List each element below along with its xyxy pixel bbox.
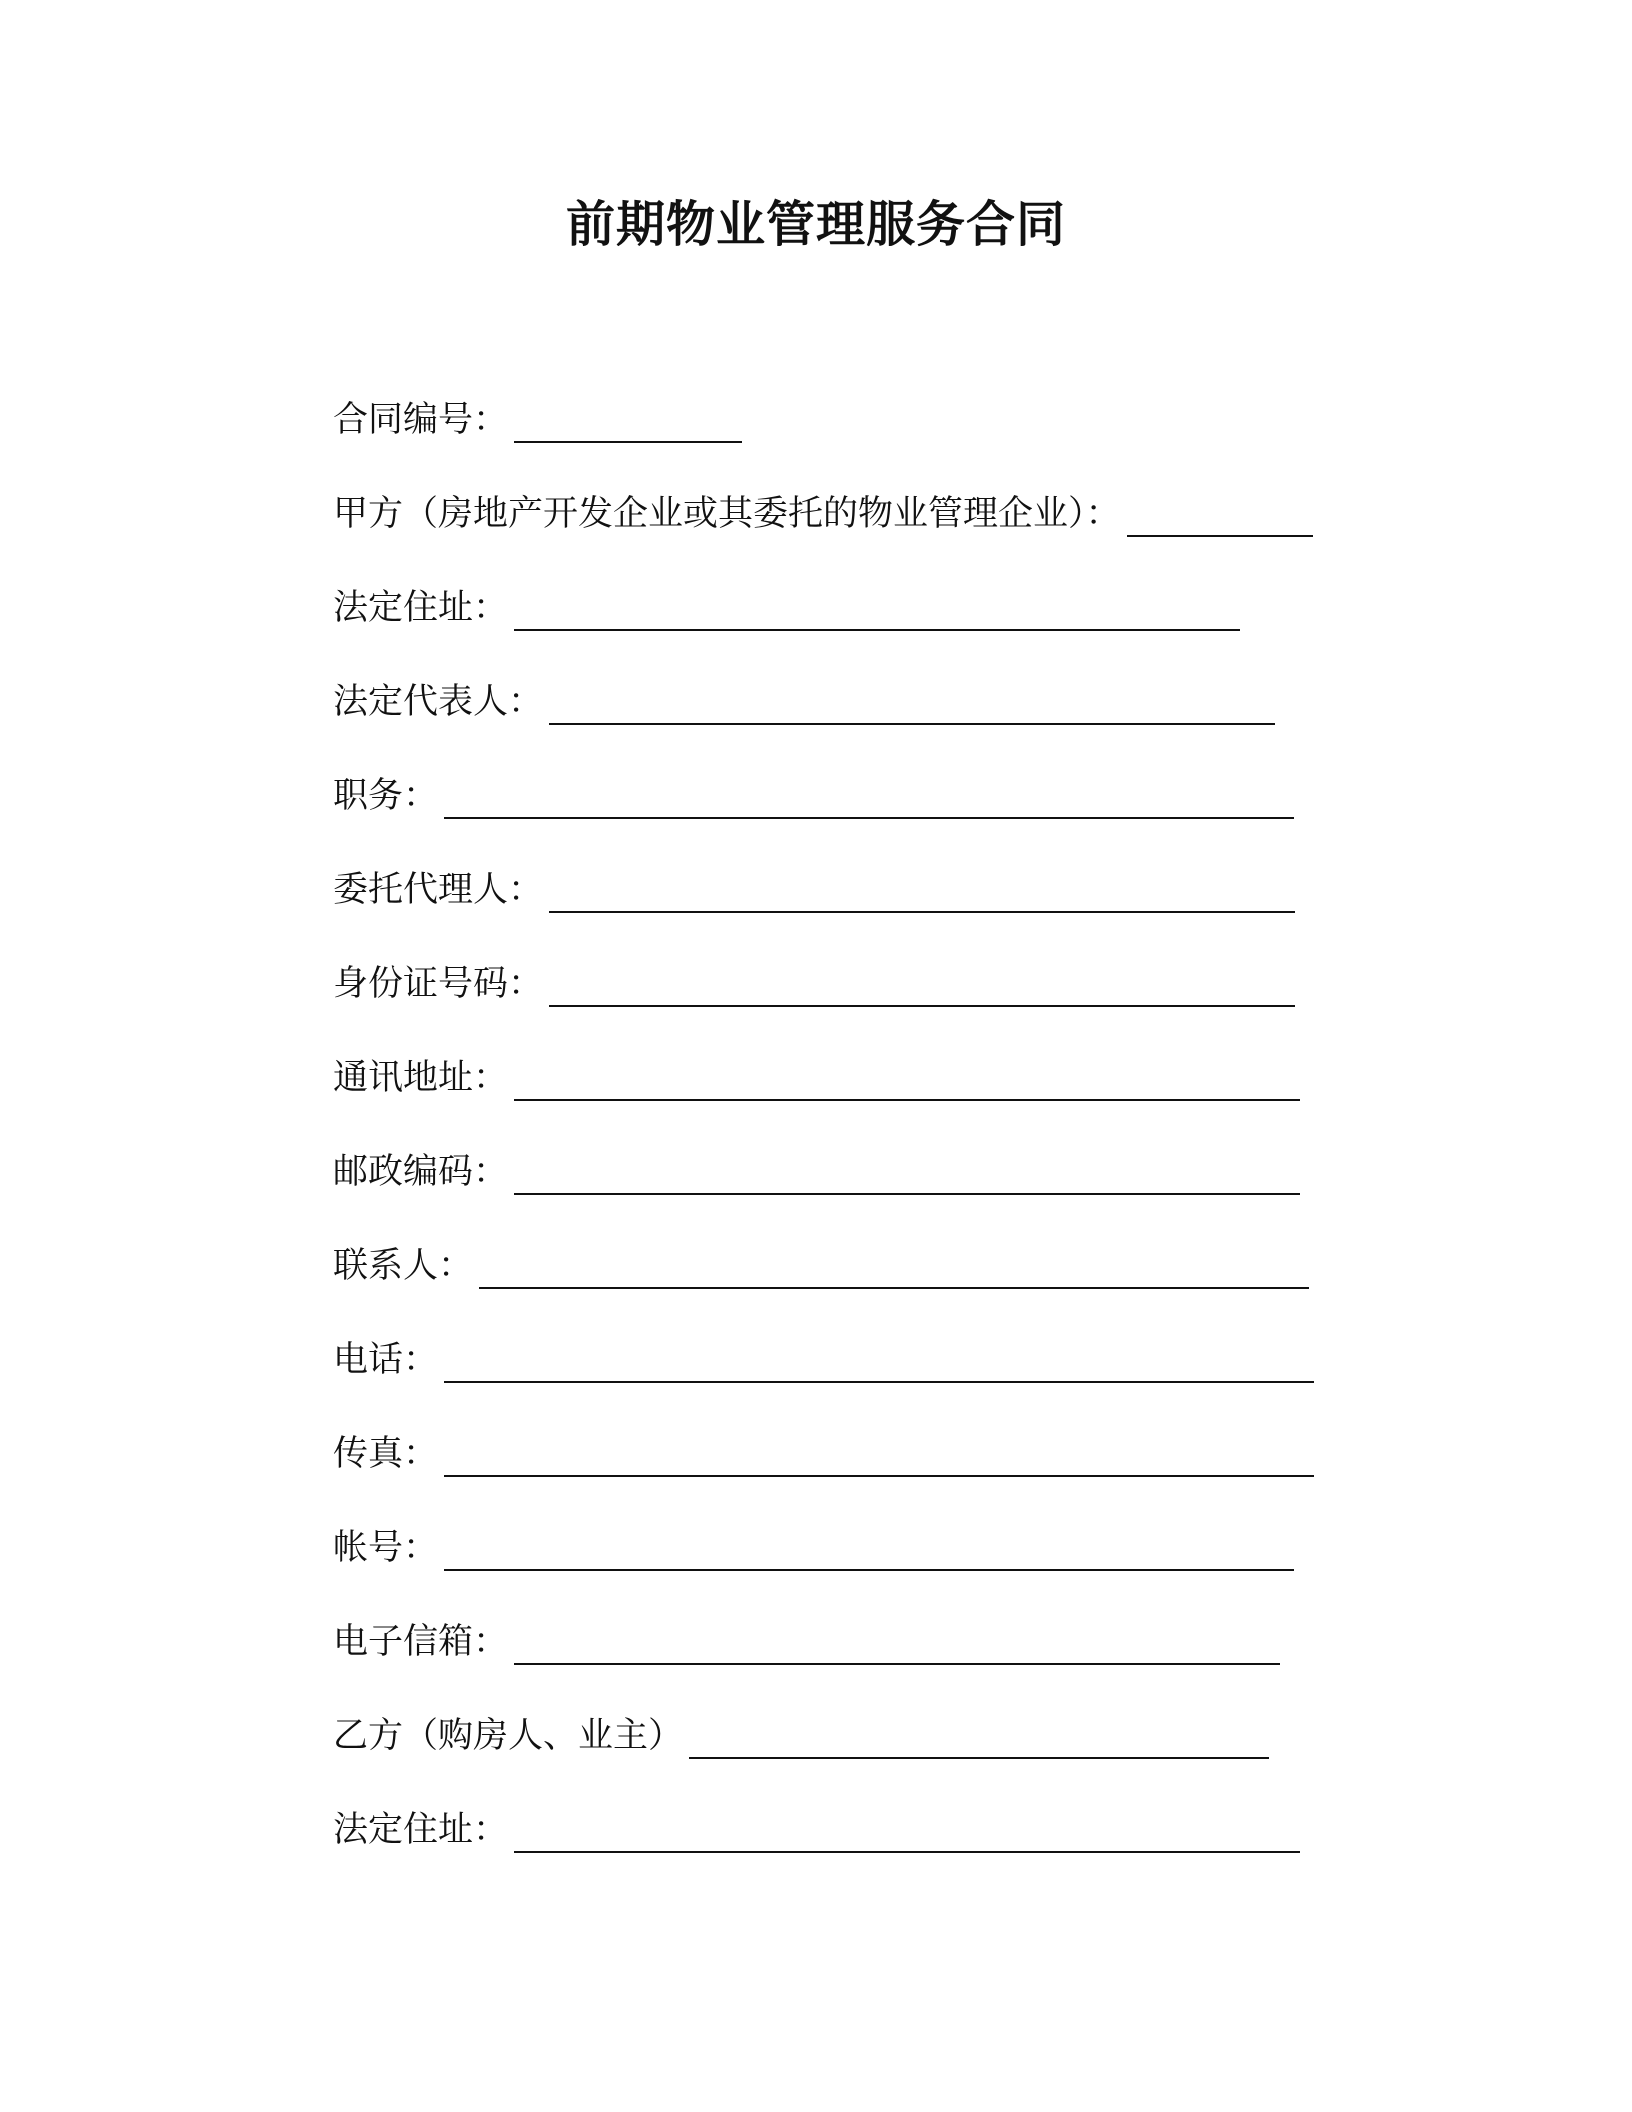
party-b-address-blank[interactable]: [514, 1815, 1300, 1853]
mailing-address-blank[interactable]: [514, 1063, 1300, 1101]
legal-rep-blank[interactable]: [549, 687, 1275, 725]
field-label: 法定代表人：: [333, 682, 544, 722]
form-row-id-number: [333, 954, 1295, 1014]
form-row-legal-rep: [333, 672, 1275, 732]
field-label: 通讯地址：: [333, 1058, 509, 1098]
page-title: 前期物业管理服务合同: [565, 196, 1066, 253]
field-label: 合同编号：: [333, 400, 509, 440]
field-label: 法定住址：: [333, 1810, 509, 1850]
form-row-party-a: [333, 484, 1313, 544]
field-label: 联系人：: [333, 1246, 474, 1286]
field-label: 身份证号码：: [333, 964, 544, 1004]
form-row-fax: [333, 1424, 1314, 1484]
field-label: 帐号：: [333, 1528, 439, 1568]
form-row-phone: [333, 1330, 1314, 1390]
party-b-blank[interactable]: [689, 1721, 1269, 1759]
form-row-agent: [333, 860, 1295, 920]
phone-blank[interactable]: [444, 1345, 1314, 1383]
form-row-contract-no: [333, 390, 742, 450]
form-row-account: [333, 1518, 1294, 1578]
form-row-contact: [333, 1236, 1309, 1296]
fax-blank[interactable]: [444, 1439, 1314, 1477]
email-blank[interactable]: [514, 1627, 1280, 1665]
form-row-email: [333, 1612, 1280, 1672]
postal-code-blank[interactable]: [514, 1157, 1300, 1195]
field-label: 法定住址：: [333, 588, 509, 628]
agent-blank[interactable]: [549, 875, 1295, 913]
form-row-party-b-address: [333, 1800, 1300, 1860]
account-blank[interactable]: [444, 1533, 1294, 1571]
field-label: 邮政编码：: [333, 1152, 509, 1192]
form-row-party-b: [333, 1706, 1269, 1766]
field-label: 电话：: [333, 1340, 439, 1380]
field-label: 委托代理人：: [333, 870, 544, 910]
field-label: 乙方（购房人、业主）: [333, 1716, 684, 1756]
form-row-postal-code: [333, 1142, 1300, 1202]
field-label: 电子信箱：: [333, 1622, 509, 1662]
contract-no-blank[interactable]: [514, 405, 742, 443]
party-a-address-blank[interactable]: [514, 593, 1240, 631]
field-label: 职务：: [333, 776, 439, 816]
position-blank[interactable]: [444, 781, 1294, 819]
party-a-blank[interactable]: [1127, 499, 1313, 537]
form-row-mailing-address: [333, 1048, 1300, 1108]
contact-blank[interactable]: [479, 1251, 1309, 1289]
id-number-blank[interactable]: [549, 969, 1295, 1007]
field-label: 传真：: [333, 1434, 439, 1474]
form-row-party-a-address: [333, 578, 1240, 638]
form-row-position: [333, 766, 1294, 826]
field-label: 甲方（房地产开发企业或其委托的物业管理企业）：: [333, 494, 1121, 534]
